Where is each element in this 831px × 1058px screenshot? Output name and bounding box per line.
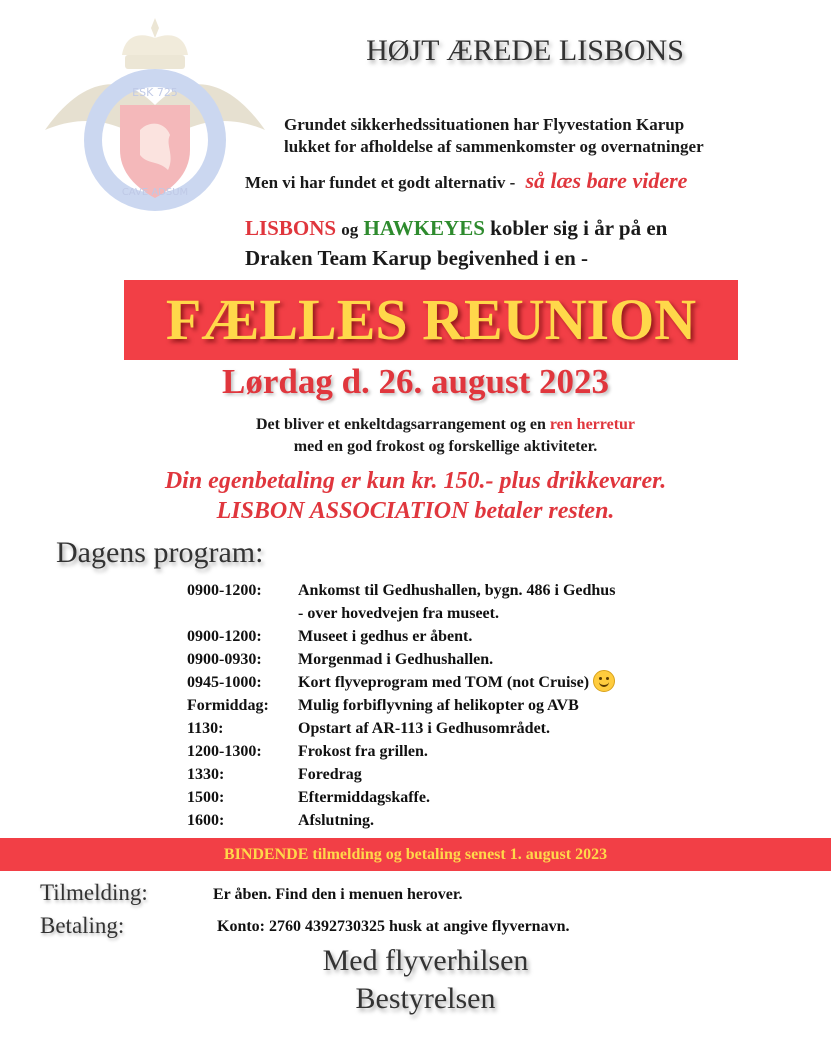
program-time: 0900-0930: xyxy=(187,651,262,668)
banner-text: FÆLLES REUNION xyxy=(165,287,697,352)
alternative-prefix: Men vi har fundet et godt alternativ - xyxy=(245,173,516,192)
program-time: 1200-1300: xyxy=(187,743,262,760)
intro-line-2: lukket for afholdelse af sammenkomster og overnatninger xyxy=(284,137,704,156)
program-time: 1600: xyxy=(187,812,225,829)
program-title: Dagens program: xyxy=(56,536,264,569)
deadline-bar: BINDENDE tilmelding og betaling senest 1. august 2023 xyxy=(0,838,831,871)
payment-label: Betaling: xyxy=(40,913,125,938)
reunion-banner xyxy=(124,280,738,360)
intro-line-1: Grundet sikkerhedssituationen har Flyvestation Karup xyxy=(284,115,685,134)
program-row xyxy=(187,764,615,787)
info-line-2: med en god frokost og forskellige aktiviteter. xyxy=(293,438,598,455)
emblem-badge-text: ESK 725 xyxy=(132,86,178,99)
program-time: Formiddag: xyxy=(187,697,269,714)
program-desc: Eftermiddagskaffe. xyxy=(298,789,430,806)
program-time xyxy=(187,603,298,626)
info-line-1: Det bliver et enkeltdagsarrangement og en xyxy=(255,416,546,433)
join-og: og xyxy=(341,220,359,239)
registration-value: Er åben. Find den i menuen herover. xyxy=(213,886,463,903)
join-paragraph xyxy=(245,214,667,273)
program-row xyxy=(187,649,615,672)
signature: Bestyrelsen xyxy=(355,982,496,1015)
program-desc: Mulig forbiflyvning af helikopter og AVB xyxy=(298,697,579,714)
hawkeyes-name: HAWKEYES xyxy=(363,216,485,240)
registration-label: Tilmelding: xyxy=(40,880,148,905)
program-row xyxy=(187,580,615,603)
price-paragraph xyxy=(0,466,831,526)
program-time: 1130: xyxy=(187,720,224,737)
program-desc: Frokost fra grillen. xyxy=(298,743,428,760)
program-time: 1330: xyxy=(187,766,225,783)
price-line-1: Din egenbetaling er kun kr. 150.- plus drikkevarer. xyxy=(164,468,667,494)
program-desc: Museet i gedhus er åbent. xyxy=(298,628,473,645)
program-time: 0945-1000: xyxy=(187,674,262,691)
program-time: 0900-1200: xyxy=(187,582,262,599)
program-desc: - over hovedvejen fra museet. xyxy=(298,605,499,622)
smiley-icon xyxy=(593,670,615,692)
program-schedule xyxy=(187,580,615,833)
program-row xyxy=(187,672,615,695)
lisbons-name: LISBONS xyxy=(245,216,337,240)
program-row xyxy=(187,695,615,718)
greeting: Med flyverhilsen xyxy=(322,944,529,977)
program-desc: Afslutning. xyxy=(298,812,375,829)
program-row xyxy=(187,626,615,649)
program-row xyxy=(187,787,615,810)
squadron-emblem-logo xyxy=(40,10,270,215)
program-desc: Morgenmad i Gedhushallen. xyxy=(298,651,494,668)
program-row xyxy=(187,603,615,626)
program-row xyxy=(187,718,615,741)
price-line-2: LISBON ASSOCIATION betaler resten. xyxy=(216,498,615,524)
event-date: Lørdag d. 26. august 2023 xyxy=(221,362,610,401)
join-rest: kobler sig i år på en xyxy=(490,216,668,240)
info-highlight: ren herretur xyxy=(549,416,636,433)
info-paragraph xyxy=(0,414,831,458)
read-on-highlight: så læs bare videre xyxy=(525,168,688,193)
program-row xyxy=(187,810,615,833)
program-time: 0900-1200: xyxy=(187,628,262,645)
intro-paragraph xyxy=(284,114,704,158)
program-row xyxy=(187,741,615,764)
alternative-line xyxy=(245,168,687,194)
program-desc: Ankomst til Gedhushallen, bygn. 486 i Gedhus xyxy=(298,582,616,599)
program-desc: Opstart af AR-113 i Gedhusområdet. xyxy=(298,720,550,737)
program-desc: Foredrag xyxy=(298,766,362,783)
program-time: 1500: xyxy=(187,789,225,806)
payment-value: Konto: 2760 4392730325 husk at angive flyvernavn. xyxy=(217,918,570,935)
page-title: HØJT ÆREDE LISBONS xyxy=(366,34,684,67)
join-line-2: Draken Team Karup begivenhed i en - xyxy=(245,246,589,270)
program-desc: Kort flyveprogram med TOM (not Cruise) xyxy=(298,674,590,691)
emblem-motto: CAVE ADSUM xyxy=(121,187,189,198)
